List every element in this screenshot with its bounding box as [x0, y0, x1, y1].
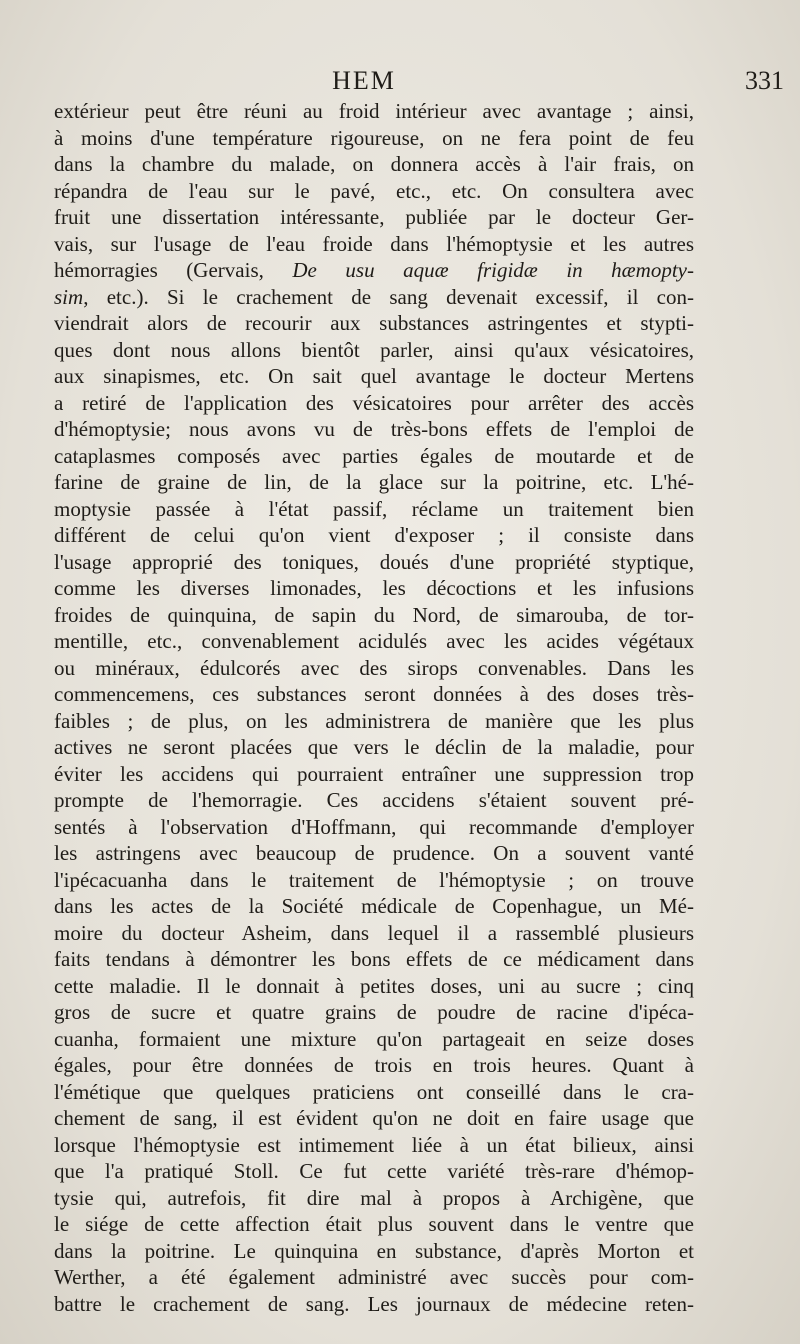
text-line: d'hémoptysie; nous avons vu de très-bons effets de l'emploi de — [54, 417, 694, 441]
text-line: commencemens, ces substances seront données à des doses très- — [54, 682, 694, 706]
text-line: l'ipécacuanha dans le traitement de l'hémoptysie ; on trouve — [54, 867, 694, 892]
running-head: HEM — [332, 66, 396, 95]
text-line: le siége de cette affection était plus souvent dans le ventre que — [54, 1212, 694, 1236]
text-line: aux sinapismes, etc. On sait quel avantage le docteur Mertens — [54, 364, 694, 388]
text-line: ques dont nous allons bientôt parler, ainsi qu'aux vésicatoires, — [54, 337, 694, 362]
text-line: a retiré de l'application des vésicatoires pour arrêter des accès — [54, 390, 694, 415]
text-line: que l'a pratiqué Stoll. Ce fut cette variété très-rare d'hémop- — [54, 1159, 694, 1183]
text-line: viendrait alors de recourir aux substances astringentes et stypti- — [54, 311, 694, 335]
text-line: Werther, a été également administré avec succès pour com- — [54, 1265, 694, 1289]
text-line: chement de sang, il est évident qu'on ne doit en faire usage que — [54, 1106, 694, 1130]
text-line: gros de sucre et quatre grains de poudre de racine d'ipéca- — [54, 1000, 694, 1024]
text-line: mentille, etc., convenablement acidulés avec les acides végétaux — [54, 629, 694, 653]
body-text — [54, 98, 694, 1317]
page-header — [0, 64, 800, 100]
text-line: sentés à l'observation d'Hoffmann, qui recommande d'employer — [54, 814, 694, 839]
text-line: actives ne seront placées que vers le déclin de la maladie, pour — [54, 735, 694, 759]
text-line: faits tendans à démontrer les bons effets de ce médicament dans — [54, 947, 694, 971]
text-line: prompte de l'hemorragie. Ces accidens s'étaient souvent pré- — [54, 788, 694, 812]
text-line: sim, etc.). Si le crachement de sang devenait excessif, il con- — [54, 284, 694, 309]
text-line: lorsque l'hémoptysie est intimement liée à un état bilieux, ainsi — [54, 1132, 694, 1157]
text-line: ou minéraux, édulcorés avec des sirops convenables. Dans les — [54, 655, 694, 680]
text-line: l'émétique que quelques praticiens ont conseillé dans le cra- — [54, 1079, 694, 1104]
page-number: 331 — [745, 66, 784, 95]
text-line: fruit une dissertation intéressante, publiée par le docteur Ger- — [54, 205, 694, 229]
text-line: froides de quinquina, de sapin du Nord, de simarouba, de tor- — [54, 602, 694, 627]
text-line: cataplasmes composés avec parties égales de moutarde et de — [54, 443, 694, 468]
text-line: moptysie passée à l'état passif, réclame un traitement bien — [54, 496, 694, 521]
text-line: éviter les accidens qui pourraient entraîner une suppression trop — [54, 761, 694, 786]
text-line: extérieur peut être réuni au froid intérieur avec avantage ; ainsi, — [54, 99, 694, 123]
text-line: faibles ; de plus, on les administrera de manière que les plus — [54, 708, 694, 733]
text-line: cuanha, formaient une mixture qu'on partageait en seize doses — [54, 1026, 694, 1051]
text-line: cette maladie. Il le donnait à petites doses, uni au sucre ; cinq — [54, 973, 694, 998]
text-line: l'usage approprié des toniques, doués d'une propriété styptique, — [54, 549, 694, 574]
text-line: hémorragies (Gervais, De usu aquæ frigidæ in hæmopty- — [54, 258, 694, 282]
text-line: vais, sur l'usage de l'eau froide dans l'hémoptysie et les autres — [54, 231, 694, 256]
text-line: battre le crachement de sang. Les journaux de médecine reten- — [54, 1291, 694, 1316]
text-line: moire du docteur Asheim, dans lequel il a rassemblé plusieurs — [54, 920, 694, 945]
text-line: égales, pour être données de trois en trois heures. Quant à — [54, 1053, 694, 1077]
text-line: tysie qui, autrefois, fit dire mal à propos à Archigène, que — [54, 1185, 694, 1210]
text-line: les astringens avec beaucoup de prudence. On a souvent vanté — [54, 841, 694, 865]
text-line: à moins d'une température rigoureuse, on ne fera point de feu — [54, 125, 694, 150]
text-line: différent de celui qu'on vient d'exposer ; il consiste dans — [54, 523, 694, 547]
text-line: farine de graine de lin, de la glace sur la poitrine, etc. L'hé- — [54, 470, 694, 494]
text-line: dans la chambre du malade, on donnera accès à l'air frais, on — [54, 152, 694, 176]
text-line: dans la poitrine. Le quinquina en substance, d'après Morton et — [54, 1238, 694, 1263]
text-line: comme les diverses limonades, les décoctions et les infusions — [54, 576, 694, 600]
text-line: dans les actes de la Société médicale de Copenhague, un Mé- — [54, 894, 694, 918]
text-line: répandra de l'eau sur le pavé, etc., etc. On consultera avec — [54, 178, 694, 203]
